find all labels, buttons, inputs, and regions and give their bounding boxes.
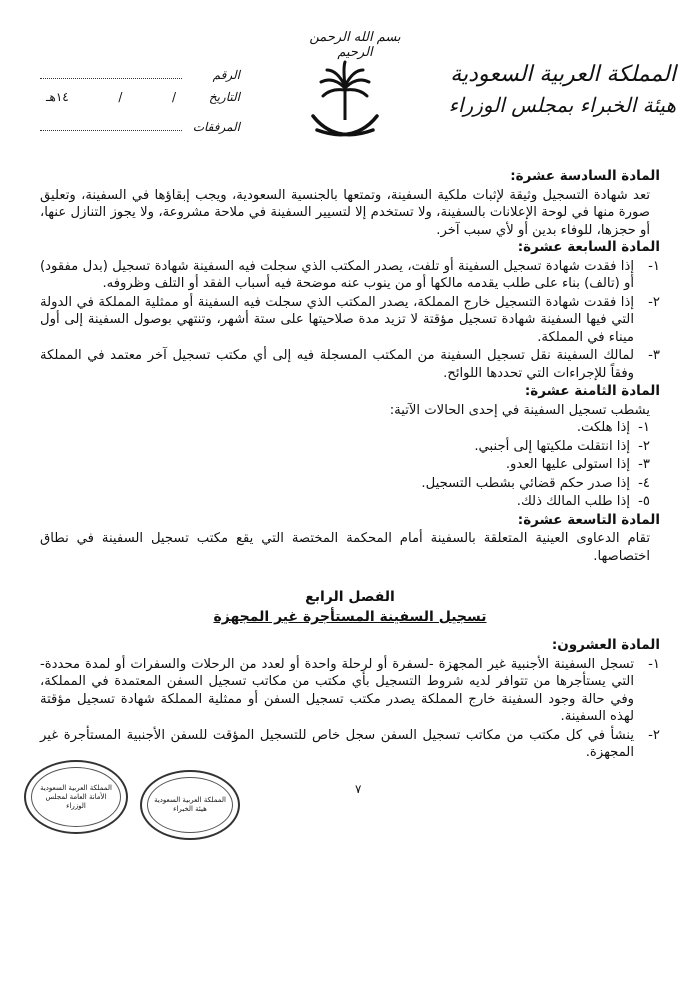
list-item: ٣- لمالك السفينة نقل تسجيل السفينة من المكتب المسجلة فيه إلى أي مكتب تسجيل آخر معتمد في المملكة وفقاً للإجراءات التي تحددها اللوائح. — [40, 348, 660, 381]
article-16-text: تعد شهادة التسجيل وثيقة لإثبات ملكية السفينة، وتمتعها بالجنسية السعودية، ويجب إبقاؤها في السفينة، وتعليق صورة منها في لوحة الإعلانات بالسفينة، ولا تستخدم إلا لتسيير السفينة في ملاحة مشروعة، ولا يجوز التنازل عنها، أو حجزها، للوفاء بدين أو لأي سبب آخر. — [40, 187, 650, 238]
list-item: ٢- إذا فقدت شهادة التسجيل خارج المملكة، يصدر المكتب الذي سجلت فيه السفينة أو ممثلية المملكة في الدولة التي فيها السفينة شهادة تسجيل مؤقتة لا تزيد مدة صلاحيتها على ستة أشهر، وتنتهي بوصول السفينة إلى أول ميناء في المملكة. — [40, 294, 660, 345]
government-name: المملكة العربية السعودية — [450, 62, 676, 87]
list-item: ٥- إذا طلب المالك ذلك. — [516, 494, 650, 509]
date-row — [40, 90, 240, 116]
article-17-title: المادة السابعة عشرة: — [517, 239, 660, 255]
saudi-emblem-icon — [305, 58, 385, 148]
article-20-items — [40, 656, 660, 762]
list-item: ١- إذا هلكت. — [576, 420, 650, 435]
list-item: ١- إذا فقدت شهادة تسجيل السفينة أو تلفت، يصدر المكتب الذي سجلت فيه السفينة شهادة تسجيل (بدل مفقود) أو (تالف) بناء على طلب يقدمه مالكها أو من ينوب عنه موضحة فيه أسباب الفقد أو التلف وظروفه. — [40, 258, 660, 291]
page-number: ٧ — [355, 782, 362, 796]
list-item: ١- تسجل السفينة الأجنبية غير المجهزة -لسفرة أو لرحلة واحدة أو لعدد من الرحلات والسفرات أو لمدة محددة- التي يستأجرها من تتوافر لديه شروط التسجيل بأي مكتب من مكاتب تسجيل السفن المعتمدة في المملكة، وفي حالة وجود السفينة خارج المملكة يصدر مكتب تسجيل السفن أو ممثلية المملكة شهادة تسجيل مؤقتة لهذه السفينة. — [40, 656, 660, 724]
official-stamp-left — [24, 760, 128, 834]
stamp-text: المملكة العربية السعودية الأمانة العامة لمجلس الوزراء — [40, 783, 112, 810]
reference-label: الرقم — [212, 68, 240, 82]
article-18-items — [40, 419, 650, 511]
list-item: ٤- إذا صدر حكم قضائي بشطب التسجيل. — [421, 475, 650, 491]
reference-block — [40, 64, 240, 142]
date-year-suffix: ١٤هـ — [46, 90, 69, 104]
article-16-title: المادة السادسة عشرة: — [510, 168, 660, 184]
attachments-label: المرفقات — [192, 120, 240, 134]
list-item: ٢- ينشأ في كل مكتب من مكاتب تسجيل السفن سجل خاص للتسجيل المؤقت للسفن الأجنبية المستأجرة غير المجهزة. — [40, 727, 660, 760]
attachments-row — [40, 116, 240, 142]
official-stamp-right — [140, 770, 240, 840]
date-field — [40, 90, 182, 104]
reference-row — [40, 64, 240, 90]
article-18-title: المادة الثامنة عشرة: — [524, 383, 660, 399]
reference-field — [40, 64, 182, 79]
chapter-title: الفصل الرابع — [305, 589, 395, 605]
basmala: بسم الله الرحمن الرحيم — [309, 30, 401, 60]
article-18-intro: يشطب تسجيل السفينة في إحدى الحالات الآتية: — [389, 402, 650, 418]
date-separator: / — [171, 90, 176, 104]
date-label: التاريخ — [208, 90, 240, 104]
list-item: ٣- إذا استولى عليها العدو. — [505, 457, 650, 472]
article-20-title: المادة العشرون: — [551, 637, 660, 653]
article-19-text: تقام الدعاوى العينية المتعلقة بالسفينة أمام المحكمة المختصة التي يقع مكتب تسجيل السفينة في نطاق اختصاصها. — [40, 531, 650, 564]
article-19-title: المادة التاسعة عشرة: — [517, 511, 660, 528]
chapter-subtitle: تسجيل السفينة المستأجرة غير المجهزة — [213, 609, 487, 625]
article-17-items — [40, 258, 660, 383]
government-body: هيئة الخبراء بمجلس الوزراء — [448, 93, 676, 117]
list-item: ٢- إذا انتقلت ملكيتها إلى أجنبي. — [474, 438, 650, 454]
attachments-field — [40, 116, 182, 131]
government-header — [436, 60, 676, 120]
date-separator: / — [118, 90, 123, 104]
stamp-text: المملكة العربية السعودية هيئة الخبراء — [154, 796, 226, 813]
document-body — [40, 168, 660, 763]
